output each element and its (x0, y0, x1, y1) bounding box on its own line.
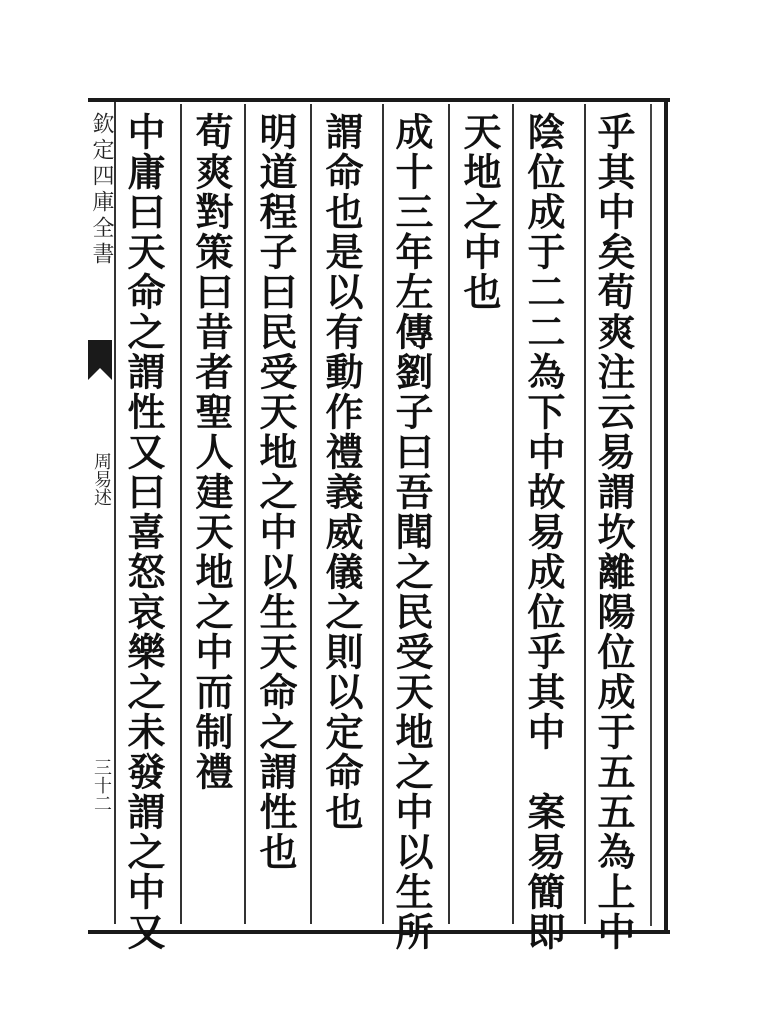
gutter-book-title: 欽定四庫全書 (89, 112, 114, 268)
gutter-section-title: 周易述 (91, 452, 112, 506)
column-rule (244, 104, 246, 924)
column-rule (448, 104, 450, 924)
text-column-4: 成十三年左傳劉子曰吾聞之民受天地之中以生所 (389, 112, 434, 952)
column-rule (512, 104, 514, 924)
column-rule (584, 104, 586, 924)
frame-right-inner-line (650, 104, 652, 926)
column-rule (382, 104, 384, 924)
column-rule (180, 104, 182, 924)
text-column-5: 謂命也是以有動作禮義威儀之則以定命也 (319, 112, 364, 832)
frame-right-border (664, 98, 668, 930)
text-column-1: 乎其中矣荀爽注云易謂坎離陽位成于五五為上中 (591, 112, 636, 952)
text-column-2: 陰位成于二二為下中故易成位乎其中 案易簡即 (521, 112, 566, 952)
text-column-6: 明道程子曰民受天地之中以生天命之謂性也 (253, 112, 298, 872)
text-column-8: 中庸曰天命之謂性又曰喜怒哀樂之未發謂之中又 (121, 112, 166, 952)
column-rule (310, 104, 312, 924)
text-column-7: 荀爽對策曰昔者聖人建天地之中而制禮 (189, 112, 234, 792)
text-column-3: 天地之中也 (457, 112, 502, 312)
page-frame (88, 98, 670, 934)
gutter-page-number: 三十二 (91, 758, 112, 812)
